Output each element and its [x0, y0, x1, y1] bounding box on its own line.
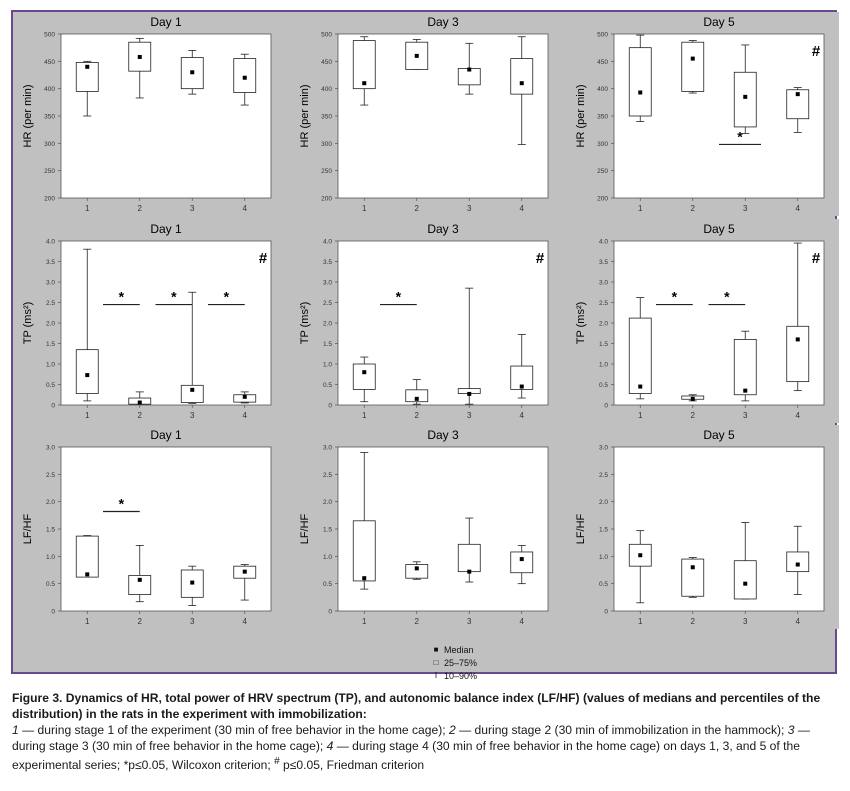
- legend-box: 25–75%: [444, 657, 478, 668]
- y-tick-label: 2.5: [598, 300, 608, 307]
- iqr-box: [234, 59, 256, 93]
- y-tick-label: 3.5: [598, 259, 608, 266]
- y-tick-label: 3.5: [45, 259, 55, 266]
- y-tick-label: 500: [597, 31, 608, 39]
- y-tick-label: 2.0: [45, 499, 55, 507]
- y-tick-label: 2.5: [45, 300, 55, 307]
- y-tick-label: 2.0: [322, 499, 332, 507]
- y-tick-label: 4.0: [45, 238, 55, 246]
- x-tick-label: 4: [519, 411, 524, 420]
- friedman-mark: #: [811, 250, 821, 267]
- y-tick-label: 0: [604, 608, 608, 616]
- legend: [431, 643, 477, 682]
- y-tick-label: 200: [321, 195, 332, 203]
- x-tick-label: 4: [242, 617, 247, 626]
- plot-area: [614, 447, 824, 611]
- median-point: [691, 397, 695, 401]
- y-axis-label: HR (per min): [575, 84, 587, 148]
- box-marker-icon: □: [433, 658, 439, 667]
- x-tick-label: 1: [362, 204, 367, 213]
- y-tick-label: 350: [597, 113, 608, 121]
- y-tick-label: 250: [321, 168, 332, 176]
- x-tick-label: 3: [190, 204, 195, 213]
- y-tick-label: 450: [321, 58, 332, 66]
- chart-panel-7: [13, 425, 286, 629]
- median-point: [638, 385, 642, 389]
- chart-panel-8: [290, 425, 563, 629]
- stage-3-number: 3: [787, 723, 795, 737]
- median-point: [638, 90, 642, 94]
- box-stage-3: [734, 331, 756, 401]
- x-tick-label: 3: [190, 617, 195, 626]
- y-tick-label: 0: [604, 402, 608, 410]
- y-tick-label: 3.0: [322, 444, 332, 452]
- y-tick-label: 1.5: [598, 526, 608, 534]
- y-tick-label: 3.0: [598, 444, 608, 452]
- y-tick-label: 300: [321, 140, 332, 148]
- y-tick-label: 2.0: [322, 320, 332, 328]
- y-tick-label: 3.0: [45, 444, 55, 452]
- median-point: [190, 581, 194, 585]
- chart-svg: [13, 12, 286, 216]
- y-tick-label: 0.5: [598, 581, 608, 589]
- y-tick-label: 1.0: [322, 361, 332, 369]
- y-tick-label: 1.0: [45, 553, 55, 561]
- significance-star: *: [118, 495, 125, 512]
- x-tick-label: 2: [137, 411, 142, 420]
- x-tick-label: 3: [467, 617, 472, 626]
- stage-1-number: 1: [12, 723, 19, 737]
- iqr-box: [76, 536, 98, 577]
- x-tick-label: 2: [690, 411, 695, 420]
- x-tick-label: 4: [242, 411, 247, 420]
- chart-panel-5: [290, 219, 563, 423]
- y-axis-label: TP (ms²): [575, 301, 587, 345]
- x-tick-label: 3: [190, 411, 195, 420]
- y-tick-label: 2.5: [598, 471, 608, 479]
- plot-area: [61, 447, 271, 611]
- y-tick-label: 400: [321, 86, 332, 94]
- box-stage-1: [629, 35, 651, 121]
- x-tick-label: 4: [519, 617, 524, 626]
- y-tick-label: 1.5: [45, 341, 55, 348]
- y-tick-label: 450: [44, 58, 55, 66]
- y-tick-label: 450: [597, 58, 608, 66]
- y-tick-label: 0: [328, 608, 332, 616]
- x-tick-label: 1: [362, 617, 367, 626]
- box-stage-2: [406, 562, 428, 579]
- median-point: [138, 401, 142, 405]
- median-point: [743, 389, 747, 393]
- legend-whisker: 10–90%: [444, 670, 478, 681]
- median-point: [415, 397, 419, 401]
- median-point: [85, 373, 89, 377]
- stage-2-text: — during stage 2 (30 min of immobilization in the hammock);: [455, 723, 788, 737]
- median-point: [85, 572, 89, 576]
- y-axis-label: LF/HF: [299, 513, 311, 545]
- significance-star: *: [737, 128, 743, 145]
- chart-svg: [290, 12, 563, 216]
- iqr-box: [734, 339, 756, 394]
- box-stage-2: [682, 557, 704, 597]
- x-tick-label: 4: [795, 617, 800, 626]
- x-tick-label: 3: [743, 617, 748, 626]
- y-tick-label: 0.5: [598, 382, 608, 389]
- y-tick-label: 200: [44, 195, 55, 203]
- box-stage-2: [406, 39, 428, 69]
- stage-3-text: — during stage 3 (30 min of free behavior in the home cage);: [12, 723, 810, 753]
- panel-title: Day 1: [150, 222, 182, 236]
- median-point: [520, 557, 524, 561]
- significance-star: *: [118, 288, 125, 305]
- median-point: [796, 92, 800, 96]
- panel-title: Day 5: [703, 15, 735, 29]
- panel-title: Day 3: [427, 428, 459, 442]
- y-tick-label: 1.0: [45, 361, 55, 369]
- y-tick-label: 4.0: [322, 238, 332, 246]
- chart-svg: [566, 12, 839, 216]
- y-tick-label: 2.0: [45, 320, 55, 328]
- iqr-box: [76, 350, 98, 394]
- median-point: [85, 65, 89, 69]
- significance-star: *: [395, 288, 402, 305]
- x-tick-label: 1: [85, 411, 90, 420]
- y-tick-label: 0: [51, 608, 55, 616]
- iqr-box: [787, 552, 809, 572]
- figure-frame: [11, 10, 837, 681]
- chart-panel-6: [566, 219, 839, 423]
- x-tick-label: 4: [795, 411, 800, 420]
- y-tick-label: 4.0: [598, 238, 608, 246]
- friedman-mark: #: [535, 250, 545, 267]
- iqr-box: [458, 544, 480, 571]
- chart-svg: [13, 219, 286, 423]
- y-tick-label: 2.0: [598, 499, 608, 507]
- y-tick-label: 3.0: [598, 279, 608, 287]
- stage-4-text: — during stage 4 (30 min of free behavior in the home cage) on days 1, 3, and 5 of the experimental series;: [12, 739, 800, 773]
- x-tick-label: 2: [690, 204, 695, 213]
- median-point: [190, 70, 194, 74]
- stage-2-number: 2: [448, 723, 456, 737]
- median-point: [362, 576, 366, 580]
- median-point: [743, 95, 747, 99]
- friedman-mark: #: [258, 250, 268, 267]
- median-point: [796, 563, 800, 567]
- median-point: [243, 570, 247, 574]
- y-tick-label: 0.5: [45, 382, 55, 389]
- x-tick-label: 3: [467, 411, 472, 420]
- y-tick-label: 1.0: [598, 361, 608, 369]
- panel-title: Day 5: [703, 428, 735, 442]
- y-tick-label: 1.5: [598, 341, 608, 348]
- chart-panel-9: [566, 425, 839, 629]
- y-tick-label: 2.5: [322, 471, 332, 479]
- iqr-box: [511, 552, 533, 573]
- x-tick-label: 3: [743, 204, 748, 213]
- x-tick-label: 4: [519, 204, 524, 213]
- median-point: [743, 582, 747, 586]
- y-tick-label: 350: [44, 113, 55, 121]
- y-tick-label: 0: [328, 402, 332, 410]
- y-tick-label: 0: [51, 402, 55, 410]
- median-point: [138, 578, 142, 582]
- figure-caption: [12, 690, 842, 773]
- median-point: [467, 570, 471, 574]
- y-axis-label: HR (per min): [22, 84, 34, 148]
- box-stage-2: [682, 41, 704, 93]
- y-tick-label: 3.0: [45, 279, 55, 287]
- x-tick-label: 4: [242, 204, 247, 213]
- y-tick-label: 350: [321, 113, 332, 121]
- y-tick-label: 1.5: [45, 526, 55, 534]
- legend-median: Median: [444, 644, 474, 655]
- panel-title: Day 3: [427, 222, 459, 236]
- x-tick-label: 1: [85, 204, 90, 213]
- y-tick-label: 400: [597, 86, 608, 94]
- iqr-box: [682, 559, 704, 596]
- chart-panel-3: [566, 12, 839, 216]
- iqr-box: [682, 42, 704, 91]
- x-tick-label: 2: [137, 204, 142, 213]
- median-point: [243, 395, 247, 399]
- x-tick-label: 1: [638, 617, 643, 626]
- median-point: [190, 388, 194, 392]
- x-tick-label: 2: [414, 411, 419, 420]
- chart-svg: [566, 425, 839, 629]
- y-tick-label: 2.0: [598, 320, 608, 328]
- stage-4-number: 4: [326, 739, 334, 753]
- median-point: [467, 68, 471, 72]
- y-axis-label: TP (ms²): [299, 301, 311, 345]
- y-tick-label: 200: [597, 195, 608, 203]
- chart-panel-4: [13, 219, 286, 423]
- y-tick-label: 2.5: [322, 300, 332, 307]
- x-tick-label: 2: [137, 617, 142, 626]
- iqr-box: [353, 364, 375, 389]
- friedman-mark: #: [811, 43, 821, 60]
- significance-star: *: [671, 288, 678, 305]
- y-axis-label: HR (per min): [299, 84, 311, 148]
- median-point: [796, 337, 800, 341]
- y-tick-label: 0.5: [322, 581, 332, 589]
- median-point: [138, 55, 142, 59]
- y-axis-label: LF/HF: [575, 513, 587, 545]
- whisker-marker-icon: I: [434, 671, 438, 680]
- median-point: [243, 76, 247, 80]
- y-axis-label: LF/HF: [22, 513, 34, 545]
- median-point: [415, 54, 419, 58]
- x-tick-label: 1: [638, 204, 643, 213]
- chart-svg: [13, 425, 286, 629]
- chart-svg: [290, 425, 563, 629]
- median-point: [520, 385, 524, 389]
- y-tick-label: 1.5: [322, 341, 332, 348]
- significance-star: *: [724, 288, 730, 305]
- y-tick-label: 0.5: [322, 382, 332, 389]
- median-point: [691, 57, 695, 61]
- y-axis-label: TP (ms²): [22, 301, 34, 345]
- y-tick-label: 400: [44, 86, 55, 94]
- x-tick-label: 2: [690, 617, 695, 626]
- y-tick-label: 3.5: [322, 259, 332, 266]
- median-point: [520, 81, 524, 85]
- significance-star: *: [171, 288, 177, 305]
- x-tick-label: 1: [362, 411, 367, 420]
- median-marker-icon: ■: [433, 645, 439, 654]
- caption-title: Figure 3. Dynamics of HR, total power of HRV spectrum (TP), and autonomic balance index (LF/HF) (values of medians and percentiles of the distribution) in the rats in the experiment with immobilization:: [12, 691, 821, 721]
- y-tick-label: 3.0: [322, 279, 332, 287]
- y-tick-label: 300: [597, 140, 608, 148]
- panel-title: Day 3: [427, 15, 459, 29]
- median-point: [415, 566, 419, 570]
- x-tick-label: 3: [467, 204, 472, 213]
- y-tick-label: 300: [44, 140, 55, 148]
- chart-svg: [566, 219, 839, 423]
- y-tick-label: 1.0: [322, 553, 332, 561]
- x-tick-label: 1: [638, 411, 643, 420]
- x-tick-label: 2: [414, 204, 419, 213]
- y-tick-label: 1.0: [598, 553, 608, 561]
- chart-svg: [290, 219, 563, 423]
- iqr-box: [787, 326, 809, 381]
- y-tick-label: 2.5: [45, 471, 55, 479]
- median-point: [638, 553, 642, 557]
- x-tick-label: 4: [795, 204, 800, 213]
- y-tick-label: 250: [44, 168, 55, 176]
- stage-1-text: — during stage 1 of the experiment (30 min of free behavior in the home cage);: [18, 723, 449, 737]
- caption-body: [12, 722, 842, 773]
- iqr-box: [629, 48, 651, 116]
- iqr-box: [353, 521, 375, 581]
- significance-star: *: [223, 288, 230, 305]
- y-tick-label: 500: [321, 31, 332, 39]
- friedman-note: p≤0.05, Friedman criterion: [279, 758, 425, 773]
- x-tick-label: 2: [414, 617, 419, 626]
- iqr-box: [511, 59, 533, 95]
- iqr-box: [734, 72, 756, 127]
- iqr-box: [629, 318, 651, 393]
- chart-panel-1: [13, 12, 286, 216]
- median-point: [691, 565, 695, 569]
- friedman-mark: #: [274, 756, 280, 767]
- panel-title: Day 1: [150, 428, 182, 442]
- x-tick-label: 1: [85, 617, 90, 626]
- median-point: [467, 392, 471, 396]
- wilcoxon-note: *p≤0.05, Wilcoxon criterion;: [123, 758, 275, 773]
- y-tick-label: 1.5: [322, 526, 332, 534]
- iqr-box: [734, 561, 756, 599]
- panel-title: Day 1: [150, 15, 182, 29]
- y-tick-label: 250: [597, 168, 608, 176]
- y-tick-label: 0.5: [45, 581, 55, 589]
- y-tick-label: 500: [44, 31, 55, 39]
- median-point: [362, 370, 366, 374]
- panel-title: Day 5: [703, 222, 735, 236]
- chart-panel-2: [290, 12, 563, 216]
- box-stage-1: [76, 536, 98, 578]
- x-tick-label: 3: [743, 411, 748, 420]
- median-point: [362, 81, 366, 85]
